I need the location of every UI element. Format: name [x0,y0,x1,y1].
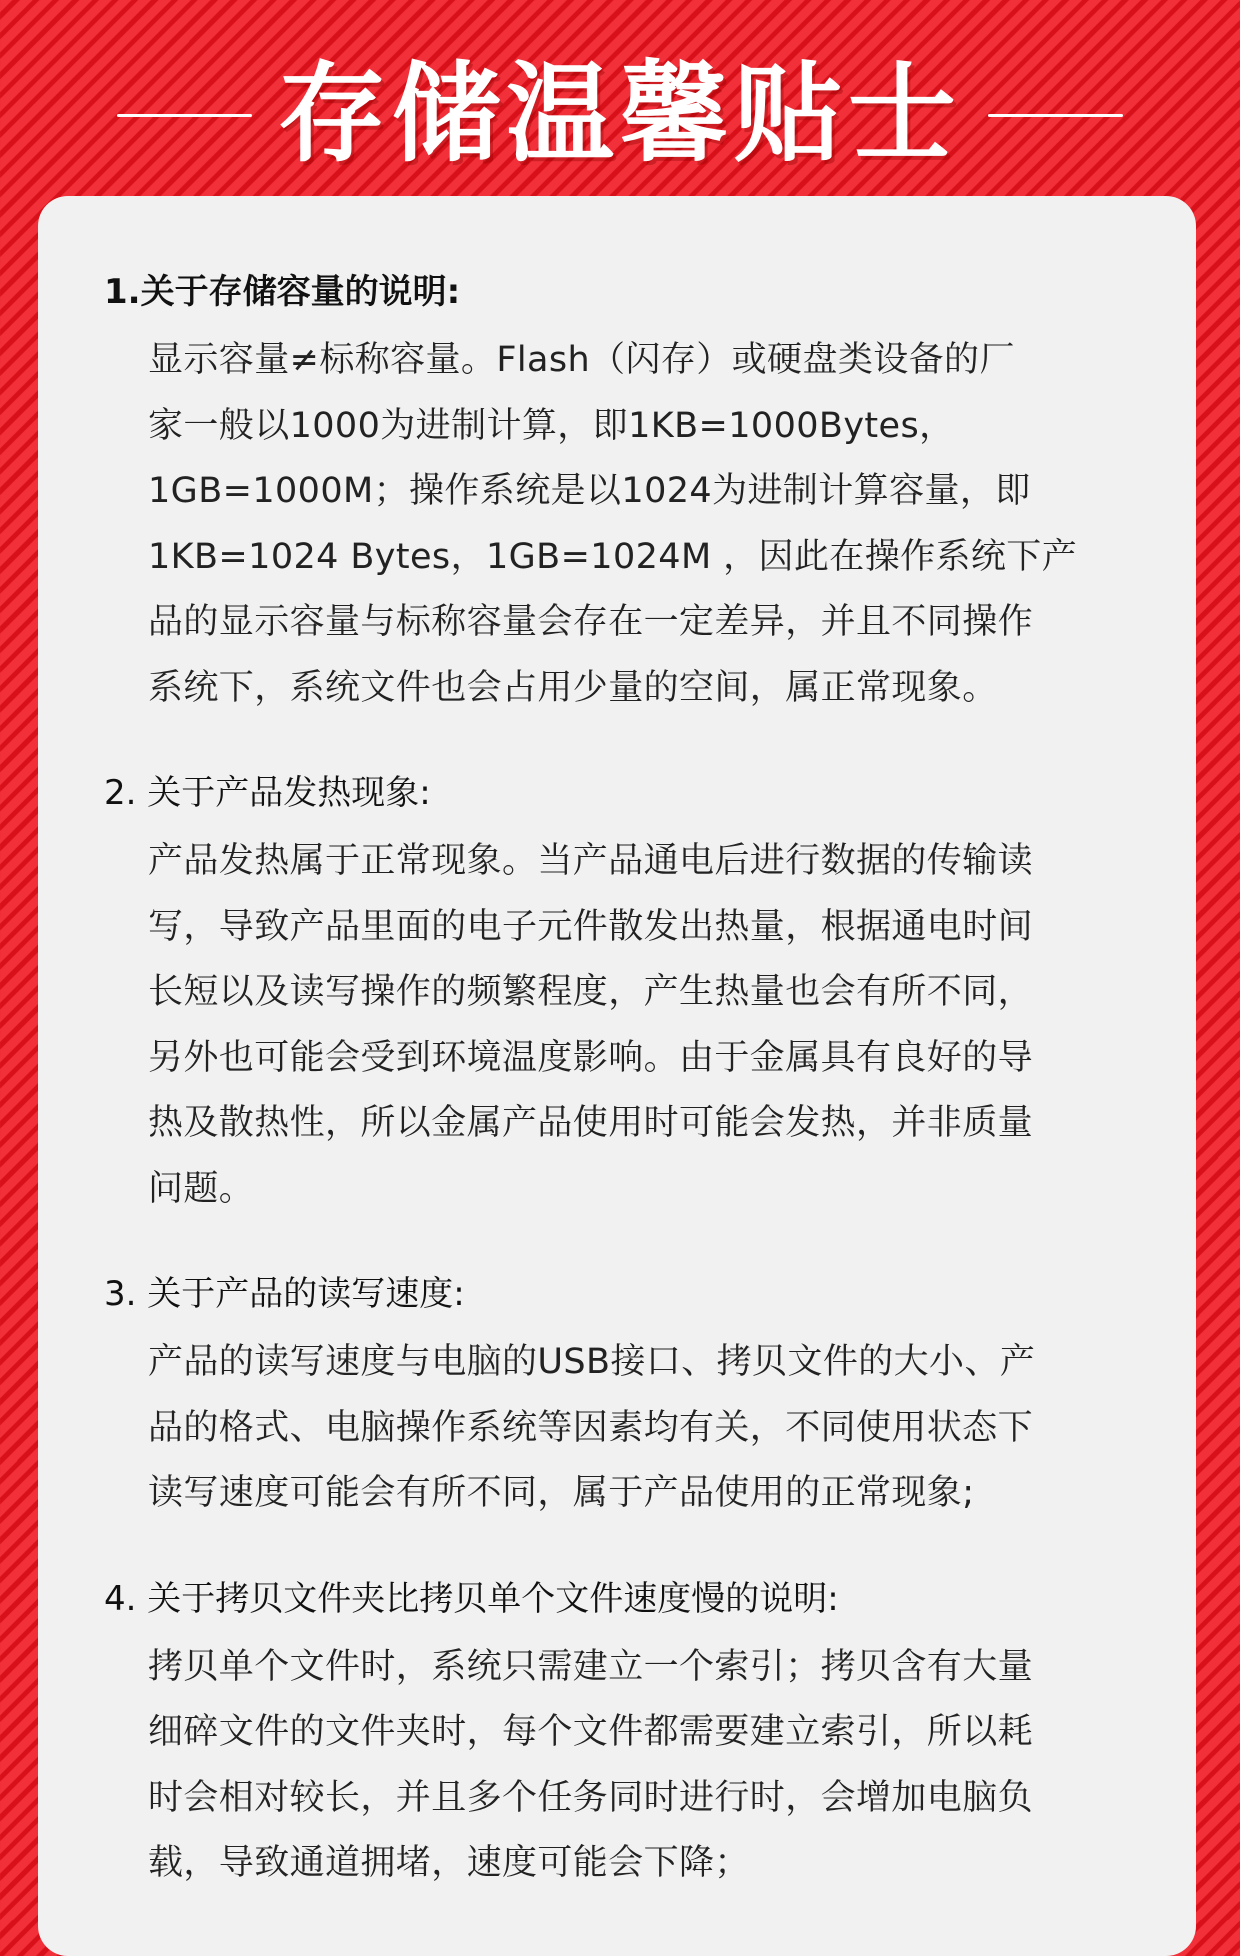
tip-line: 品的格式、电脑操作系统等因素均有关，不同使用状态下 [148,1407,1034,1448]
tip-line: 1KB=1024 Bytes，1GB=1024M ，因此在操作系统下产 [148,536,1078,577]
tip-heading: 1.关于存储容量的说明: [104,272,461,312]
tip-section-read-write-speed [104,1270,1136,1527]
tip-line: 1GB=1000M；操作系统是以1024为进制计算容量，即 [148,471,1031,511]
tip-line: 另外也可能会受到环境温度影响。由于金属具有良好的导 [148,1037,1034,1078]
tip-heading: 3. 关于产品的读写速度: [104,1274,465,1314]
tip-line: 写，导致产品里面的电子元件散发出热量，根据通电时间 [148,906,1034,947]
tip-heading: 4. 关于拷贝文件夹比拷贝单个文件速度慢的说明: [104,1578,839,1619]
page-title: 存储温馨贴士 [277,52,962,177]
tip-body [104,829,1136,1222]
tip-section-folder-copy [104,1575,1136,1897]
tip-body [104,1330,1136,1527]
tip-line: 时会相对较长，并且多个任务同时进行时，会增加电脑负 [148,1777,1034,1818]
header-line-right [988,114,1123,117]
tip-line: 载，导致通道拥堵，速度可能会下降； [148,1843,750,1883]
tip-line: 问题。 [148,1168,255,1209]
tip-line: 热及散热性，所以金属产品使用时可能会发热，并非质量 [148,1103,1034,1143]
tip-line: 品的显示容量与标称容量会存在一定差异，并且不同操作 [148,602,1034,642]
tip-body [104,1635,1136,1897]
tip-line: 产品发热属于正常现象。当产品通电后进行数据的传输读 [148,841,1034,881]
tip-section-storage-capacity [104,268,1136,721]
tip-line: 长短以及读写操作的频繁程度，产生热量也会有所不同， [148,972,1034,1012]
tip-line: 显示容量≠标称容量。Flash（闪存）或硬盘类设备的厂 [148,340,1015,380]
tip-body [104,328,1136,721]
page-header [0,40,1240,190]
tip-line: 产品的读写速度与电脑的USB接口、拷贝文件的大小、产 [148,1342,1036,1382]
tip-section-heating [104,769,1136,1222]
header-line-left [117,114,252,117]
tips-card [38,196,1196,1956]
tip-heading: 2. 关于产品发热现象: [104,773,431,813]
tip-line: 读写速度可能会有所不同，属于产品使用的正常现象; [148,1473,975,1513]
tip-line: 细碎文件的文件夹时，每个文件都需要建立索引，所以耗 [148,1712,1034,1752]
tip-line: 家一般以1000为进制计算，即1KB=1000Bytes， [148,405,955,446]
tip-line: 系统下，系统文件也会占用少量的空间，属正常现象。 [148,667,998,708]
tip-line: 拷贝单个文件时，系统只需建立一个索引；拷贝含有大量 [148,1646,1034,1687]
